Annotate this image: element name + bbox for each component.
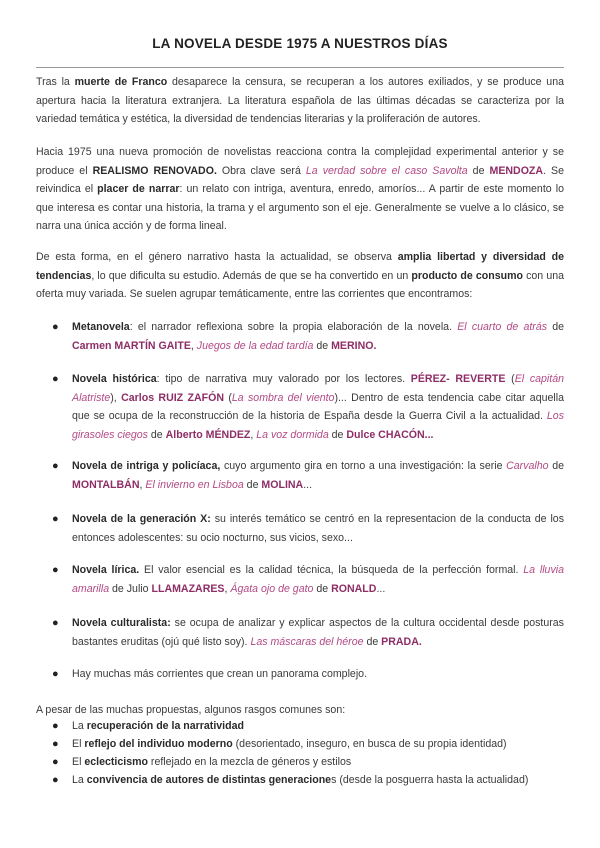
realismo-paragraph: [36, 143, 564, 236]
list-bullet: ●: [52, 738, 59, 750]
list-item-generacion-x: [72, 510, 564, 547]
bold-text: Novela culturalista:: [72, 617, 171, 629]
bold-text: Novela de la generación X:: [72, 513, 211, 525]
work-title: Las máscaras del héroe: [250, 635, 364, 648]
text: (: [223, 391, 232, 404]
text: de Julio: [109, 582, 152, 595]
list-bullet: ●: [52, 774, 59, 786]
tendencias-paragraph: [36, 248, 564, 304]
author-name: Dulce CHACÓN...: [346, 428, 434, 441]
rasgo-item: [72, 736, 564, 753]
author-name: Alberto MÉNDEZ: [165, 428, 251, 441]
text: La: [72, 720, 87, 732]
author-name: Carmen MARTÍN GAITE: [72, 339, 191, 352]
bold-text: Novela de intriga y policíaca,: [72, 460, 221, 472]
text: de: [363, 635, 382, 648]
bold-text: eclecticismo: [84, 756, 148, 768]
text: s (desde la posguerra hasta la actualidad): [331, 774, 529, 786]
list-item-metanovela: [72, 318, 564, 355]
bold-text: convivencia de autores de distintas generacione: [86, 774, 332, 786]
work-title: La sombra del viento: [231, 391, 335, 404]
text: se ocupa de analizar y explicar aspectos de la cultura occidental desde posturas bastantes eruditas (ojú qué listo soy).: [72, 617, 564, 648]
text: ...: [303, 478, 313, 491]
intro-paragraph: [36, 73, 564, 129]
text: Hacia 1975 una nueva promoción de novelistas reacciona contra la complejidad experimental anterior y se produce el: [36, 146, 564, 177]
page-title: LA NOVELA DESDE 1975 A NUESTROS DÍAS: [152, 36, 448, 51]
list-bullet: ●: [52, 513, 59, 525]
text: de: [243, 478, 262, 491]
work-title: La lluvia amarilla: [72, 564, 564, 595]
list-bullet: ●: [52, 617, 59, 629]
list-bullet: ●: [52, 373, 59, 385]
work-title: La verdad sobre el caso Savolta: [305, 164, 468, 177]
text: de: [147, 428, 166, 441]
text: ,: [224, 582, 231, 595]
author-name: MENDOZA: [489, 164, 544, 177]
text: Hay muchas más corrientes que crean un panorama complejo.: [72, 668, 368, 680]
text: de: [467, 164, 490, 177]
rasgo-item: [72, 772, 564, 789]
bold-text: Novela lírica.: [72, 564, 140, 576]
list-item-novela-lirica: [72, 561, 564, 598]
title-divider: [36, 67, 564, 68]
rasgo-item: [72, 754, 564, 771]
text: El valor esencial es la calidad técnica, la búsqueda de la perfección formal.: [139, 564, 524, 576]
rasgo-item: [72, 718, 564, 735]
text: ,: [250, 428, 257, 441]
author-name: PÉREZ- REVERTE: [410, 373, 506, 385]
text: cuyo argumento gira en torno a una investigación: la serie: [220, 460, 507, 472]
bold-text: Novela histórica: [72, 373, 157, 385]
text: Tras la: [36, 76, 75, 88]
text: (: [505, 373, 515, 385]
bold-text: amplia libertad y diversidad de tendencias: [36, 251, 565, 282]
text: ...: [376, 582, 386, 595]
text: (desorientado, inseguro, en busca de su propia identidad): [232, 738, 507, 750]
work-title: Ágata ojo de gato: [230, 582, 314, 595]
text: desaparece la censura, se recuperan a los autores exiliados, y se produce una apertura hacia la literatura extranjera. La literatura española de las últimas décadas se caracteriza por la variedad temática y estética, la diversidad de tendencias literarias y la proliferación de autores.: [36, 76, 564, 125]
work-title: Carvalho: [506, 460, 549, 472]
text: El: [72, 756, 85, 768]
bold-text: muerte de Franco: [74, 76, 168, 88]
list-bullet: ●: [52, 460, 59, 472]
text: La: [72, 774, 87, 786]
text: de: [548, 460, 564, 472]
text: : el narrador reflexiona sobre la propia elaboración de la novela.: [129, 321, 458, 333]
list-bullet: ●: [52, 564, 59, 576]
list-bullet: ●: [52, 756, 59, 768]
text: El: [72, 738, 85, 750]
bold-text: recuperación de la narratividad: [86, 720, 244, 732]
text: de: [547, 321, 564, 333]
text: de: [328, 428, 347, 441]
text: reflejado en la mezcla de géneros y estilos: [147, 756, 352, 768]
text: de: [313, 339, 332, 352]
text: : tipo de narrativa muy valorado por los lectores.: [156, 373, 411, 385]
bold-text: producto de consumo: [411, 269, 523, 282]
author-name: MERINO.: [331, 339, 377, 352]
author-name: MONTALBÁN: [72, 478, 140, 491]
list-item-novela-culturalista: [72, 614, 564, 651]
list-item-novela-intriga: [72, 457, 564, 494]
text: Obra clave será: [216, 164, 306, 177]
list-item-novela-historica: [72, 370, 564, 444]
work-title: La voz dormida: [256, 428, 329, 441]
author-name: MOLINA: [261, 478, 304, 491]
text: . Se reivindica el: [36, 164, 564, 195]
text: con una oferta muy variada. Se suelen agrupar temáticamente, entre las corrientes que encontramos:: [36, 269, 564, 300]
text: )... Dentro de esta tendencia cabe citar aquella que se ocupa de la reconstrucción de la historia de España desde la Guerra Civil a la actualidad.: [72, 391, 564, 422]
bold-text: reflejo del individuo moderno: [84, 738, 233, 750]
text: su interés temático se centró en la representacion de la conducta de los entonces adolescentes: su ocio nocturno, sus vicios, sexo...: [72, 513, 564, 544]
work-title: El capitán Alatriste: [72, 373, 564, 404]
bold-text: placer de narrar: [97, 183, 180, 195]
work-title: Los girasoles ciegos: [72, 410, 564, 441]
bold-text: Metanovela: [72, 321, 130, 333]
list-bullet: ●: [52, 720, 59, 732]
list-item-mas-corrientes: [72, 665, 564, 684]
list-bullet: ●: [52, 668, 59, 680]
text: ,: [190, 339, 197, 352]
author-name: Carlos RUIZ ZAFÓN: [121, 391, 224, 404]
text: De esta forma, en el género narrativo hasta la actualidad, se observa: [36, 251, 398, 263]
text: ),: [110, 391, 122, 404]
text: , lo que dificulta su estudio. Además de que se ha convertido en un: [91, 269, 412, 282]
text: ,: [139, 478, 146, 491]
list-bullet: ●: [52, 321, 59, 333]
work-title: El cuarto de atrás: [457, 321, 548, 333]
bold-text: REALISMO RENOVADO.: [92, 164, 217, 177]
author-name: RONALD: [331, 582, 377, 595]
text: de: [313, 582, 332, 595]
work-title: Juegos de la edad tardía: [196, 339, 314, 352]
rasgos-intro: A pesar de las muchas propuestas, algunos rasgos comunes son:: [36, 704, 346, 716]
work-title: El invierno en Lisboa: [145, 478, 244, 491]
author-name: PRADA.: [381, 635, 422, 648]
author-name: LLAMAZARES: [151, 582, 225, 595]
text: : un relato con intriga, aventura, enredo, amoríos... A partir de este momento lo que interesa es contar una historia, la trama y el argumento son el eje. Generalmente se vuelve a lo clásico, se narra una única acción y de forma lineal.: [36, 183, 564, 232]
